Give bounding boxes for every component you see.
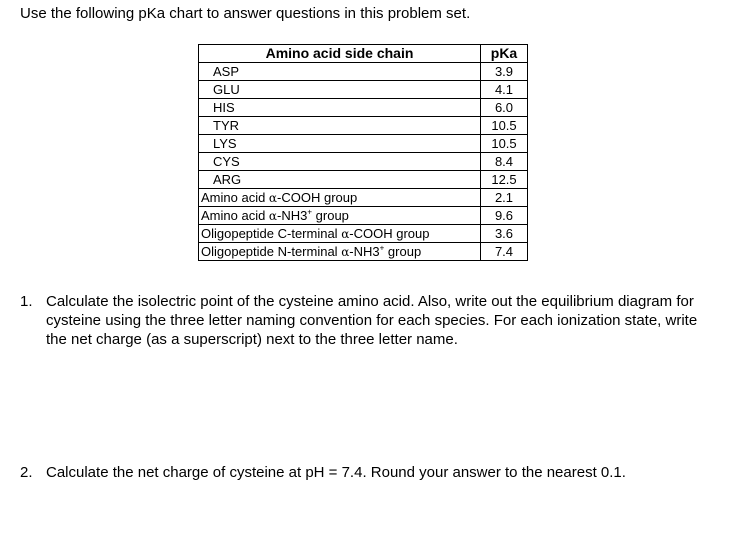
pka-value: 4.1 xyxy=(481,81,528,99)
table-row xyxy=(199,63,528,81)
column-header-pka: pKa xyxy=(481,45,528,63)
pka-value: 6.0 xyxy=(481,99,528,117)
group-name-suffix: -COOH group xyxy=(277,189,358,205)
table-row xyxy=(199,243,528,261)
pka-value: 10.5 xyxy=(481,135,528,153)
group-name-prefix: Amino acid xyxy=(201,207,269,223)
pka-value: 12.5 xyxy=(481,171,528,189)
pka-value: 3.6 xyxy=(481,225,528,243)
table-row xyxy=(199,117,528,135)
pka-value: 7.4 xyxy=(481,243,528,261)
alpha-symbol: α xyxy=(341,244,350,259)
question-text: Calculate the net charge of cysteine at pH = 7.4. Round your answer to the nearest 0.1. xyxy=(46,464,626,481)
question-number: 1. xyxy=(20,293,33,310)
group-name-suffix: group xyxy=(384,243,422,259)
question-list xyxy=(20,292,710,349)
group-name-suffix: -COOH group xyxy=(349,225,430,241)
group-name-mid: -NH3 xyxy=(277,207,308,223)
side-chain-name: ASP xyxy=(199,63,481,81)
group-name-suffix: group xyxy=(312,207,349,223)
group-name xyxy=(199,243,481,261)
side-chain-name: HIS xyxy=(199,99,481,117)
side-chain-name: LYS xyxy=(199,135,481,153)
question-item xyxy=(20,292,710,349)
pka-chart-table xyxy=(198,44,528,261)
question-number: 2. xyxy=(20,464,33,481)
table-row xyxy=(199,225,528,243)
group-name-mid: -NH3 xyxy=(349,243,380,259)
group-name-prefix: Oligopeptide C-terminal xyxy=(201,225,342,241)
pka-value: 10.5 xyxy=(481,117,528,135)
plus-superscript: + xyxy=(307,207,313,217)
question-item xyxy=(20,463,710,482)
side-chain-name: TYR xyxy=(199,117,481,135)
table-row xyxy=(199,171,528,189)
table-row xyxy=(199,207,528,225)
pka-value: 9.6 xyxy=(481,207,528,225)
instructions-text: Use the following pKa chart to answer questions in this problem set. xyxy=(20,5,471,22)
group-name xyxy=(199,189,481,207)
group-name-prefix: Oligopeptide N-terminal xyxy=(201,243,342,259)
side-chain-name: CYS xyxy=(199,153,481,171)
table-header-row xyxy=(199,45,528,63)
table-row xyxy=(199,153,528,171)
side-chain-name: ARG xyxy=(199,171,481,189)
pka-value: 3.9 xyxy=(481,63,528,81)
table-row xyxy=(199,135,528,153)
alpha-symbol: α xyxy=(268,208,278,223)
group-name xyxy=(199,225,481,243)
group-name xyxy=(199,207,481,225)
alpha-symbol: α xyxy=(268,190,278,205)
table-row xyxy=(199,189,528,207)
table-row xyxy=(199,99,528,117)
group-name-prefix: Amino acid xyxy=(201,189,269,205)
table-row xyxy=(199,81,528,99)
pka-value: 8.4 xyxy=(481,153,528,171)
side-chain-name: GLU xyxy=(199,81,481,99)
pka-value: 2.1 xyxy=(481,189,528,207)
column-header-side-chain: Amino acid side chain xyxy=(199,45,481,63)
question-text: Calculate the isolectric point of the cysteine amino acid. Also, write out the equilibrium diagram for cysteine using the three letter naming convention for each species. For each ionization state, write the net charge (as a superscript) next to the three letter name. xyxy=(46,293,698,348)
alpha-symbol: α xyxy=(341,226,350,241)
plus-superscript: + xyxy=(379,243,385,253)
